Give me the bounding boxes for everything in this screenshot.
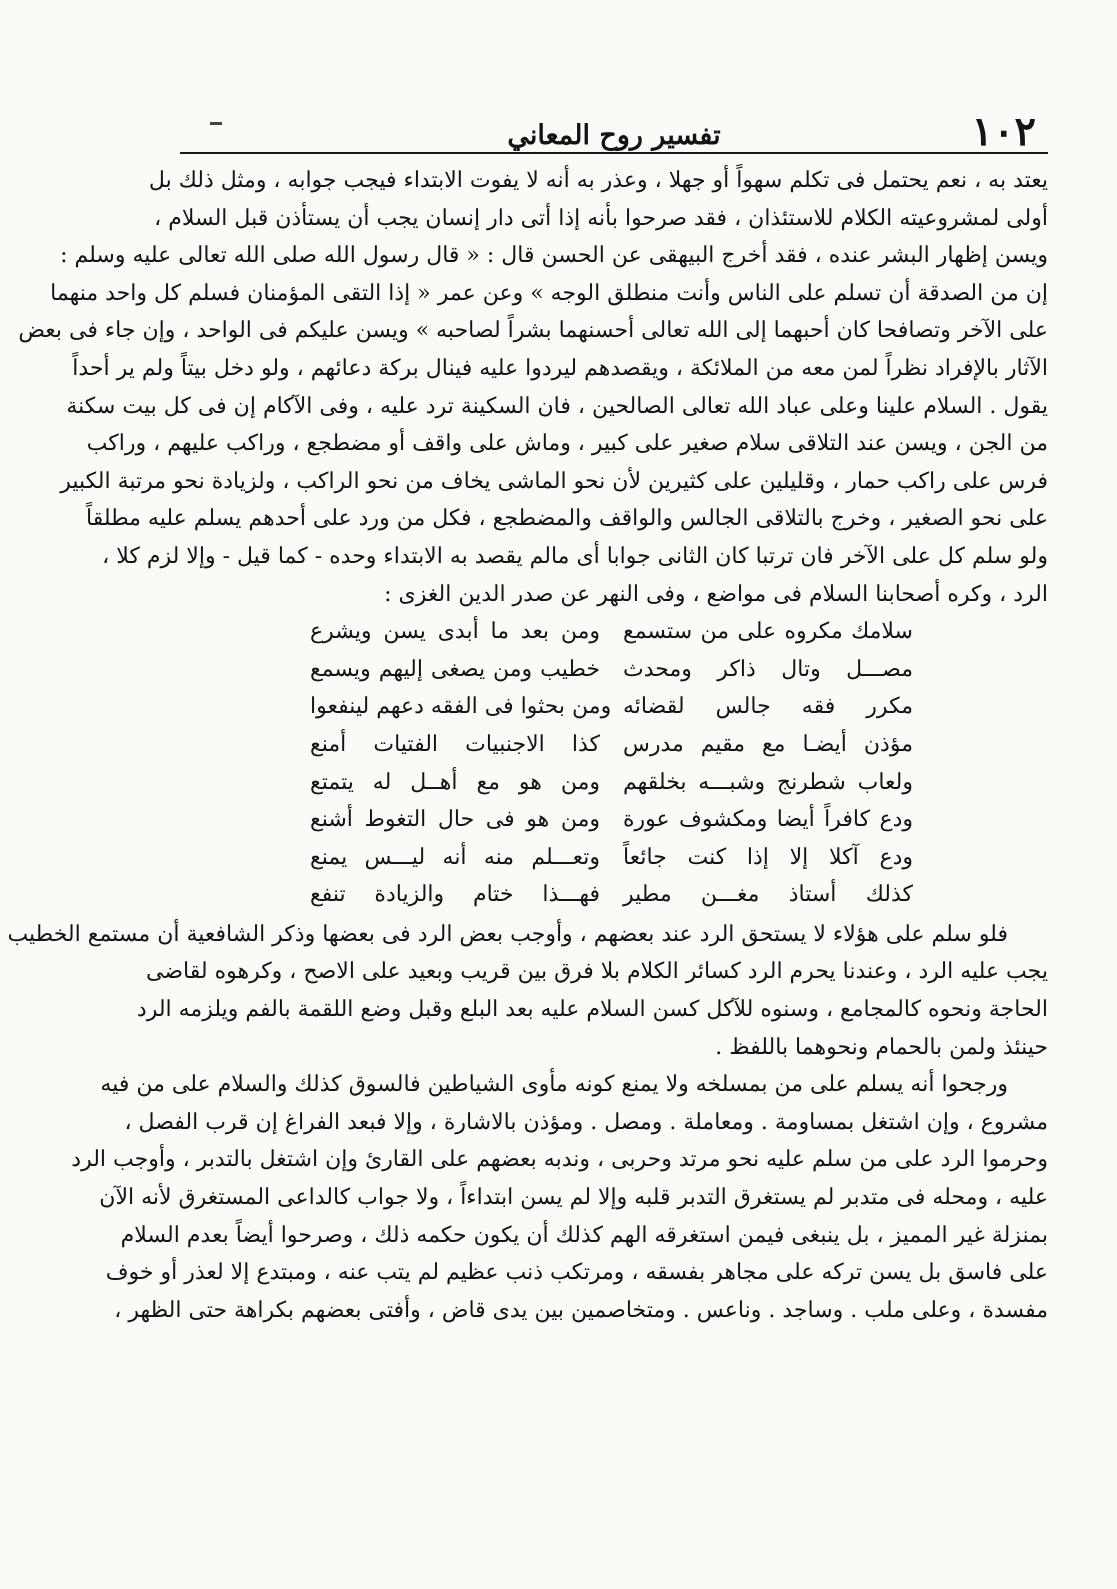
text-line: ورجحوا أنه يسلم على من بمسلخه ولا يمنع كونه مأوى الشياطين فالسوق كذلك والسلام على من فيه xyxy=(100,1072,1008,1098)
text-line: ولو سلم كل على الآخر فان ترتبا كان الثانى جوابا أى مالم يقصد به الابتداء وحده - كما قيل - وإلا لزم كلا ، xyxy=(102,543,1048,569)
paragraph-1 xyxy=(18,162,1048,613)
verse-first-half: مكرر فقه جالس لقضائه xyxy=(623,694,913,720)
text-line: من الجن ، ويسن عند التلاقى سلام صغير على كبير ، وماش على واقف أو مضطجع ، وراكب عليهم ، وراكب xyxy=(86,431,1048,457)
poem-verse xyxy=(310,801,913,839)
verse-first-half: سلامك مكروه على من ستسمع xyxy=(623,619,913,645)
verse-first-half: ودع آكلا إلا إذا كنت جائعاً xyxy=(623,844,913,870)
poem-verse xyxy=(310,651,913,689)
text-line: فلو سلم على هؤلاء لا يستحق الرد عند بعضهم ، وأوجب بعض الرد فى بعضها وذكر الشافعية أن مستمع الخطيب xyxy=(7,921,1008,947)
page-number: ١٠٢ xyxy=(971,108,1036,155)
poem-verse xyxy=(310,613,913,651)
poem-verse xyxy=(310,688,913,726)
poem xyxy=(310,613,913,914)
text-line: على نحو الصغير ، وخرج بالتلاقى الجالس والواقف والمضطجع ، فكل من ورد على أحدهم يسلم عليه مطلقاً xyxy=(85,506,1048,532)
text-line: وحرموا الرد على من سلم عليه نحو مرتد وحربى ، وندبه بعضهم على القارئ وإن اشتغل بالتدبر ، وأوجب الرد xyxy=(71,1147,1048,1173)
text-line: يعتد به ، نعم يحتمل فى تكلم سهواً أو جهلا ، وعذر به أنه لا يفوت الابتداء فيجب جوابه ، ومثل ذلك بل xyxy=(148,168,1048,193)
verse-first-half: ودع كافراً أيضا ومكشوف عورة xyxy=(623,807,913,833)
text-line: أولى لمشروعيته الكلام للاستئذان ، فقد صرحوا بأنه إذا أتى دار إنسان يجب أن يستأذن قبل السلام ، xyxy=(154,205,1048,231)
verse-second-half: ومن هو فى حال التغوط أشنع xyxy=(310,807,600,833)
poem-verse xyxy=(310,839,913,877)
verse-second-half: ومن بعد ما أبدى يسن ويشرع xyxy=(310,619,600,645)
text-line: على فاسق بل يسن تركه على مجاهر بفسقه ، ومرتكب ذنب عظيم لم يتب عنه ، ومبتدع إلا لعذر أو خوف xyxy=(105,1260,1048,1286)
header-rule xyxy=(180,152,1048,154)
text-line: عليه ، ومحله فى متدبر لم يستغرق التدبر قلبه وإلا لم يسن ابتداءاً ، ولا جواب كالداعى المستغرق لأنه الآن xyxy=(99,1185,1048,1211)
paragraph-2 xyxy=(7,916,1048,1066)
verse-second-half: كذا الاجنبيات الفتيات أمنع xyxy=(310,731,600,757)
text-line: ويسن إظهار البشر عنده ، فقد أخرج البيهقى عن الحسن قال : « قال رسول الله صلى الله تعالى عليه وسلم : xyxy=(60,243,1048,269)
text-line: إن من الصدقة أن تسلم على الناس وأنت منطلق الوجه » وعن عمر « إذا التقى المؤمنان فسلم كل واحد منهما xyxy=(50,280,1048,306)
text-line: الحاجة ونحوه كالمجامع ، وسنوه للآكل كسن السلام عليه بعد البلع وقبل وضع اللقمة بالفم ويلزمه الرد xyxy=(136,997,1048,1023)
running-title: تفسير روح المعاني xyxy=(507,120,721,151)
verse-first-half: كذلك أستاذ مغـــن مطير xyxy=(623,882,913,908)
verse-first-half: مؤذن أيضـا مع مقيم مدرس xyxy=(623,731,913,757)
verse-second-half: وتعـــلم منه أنه ليـــس يمنع xyxy=(310,844,600,870)
text-line: حينئذ ولمن بالحمام ونحوهما باللفظ . xyxy=(715,1034,1048,1060)
text-line: يجب عليه الرد ، وعندنا يحرم الرد كسائر الكلام بلا فرق بين قريب وبعيد على الاصح ، وكرهوه لقاضى xyxy=(146,959,1048,985)
verse-second-half: ومن هو مع أهــل له يتمتع xyxy=(310,769,600,795)
text-line: الآثار بالإفراد نظراً لمن معه من الملائكة ، ويقصدهم ليردوا عليه فينال بركة دعائهم ، ولو دخل بيتاً ولم ير أحداً xyxy=(72,355,1048,381)
text-line: الرد ، وكره أصحابنا السلام فى مواضع ، وفى النهر عن صدر الدين الغزى : xyxy=(384,581,1048,607)
verse-first-half: مصـــل وتال ذاكر ومحدث xyxy=(623,656,913,682)
poem-verse xyxy=(310,726,913,764)
verse-first-half: ولعاب شطرنج وشبـــه بخلقهم xyxy=(623,769,913,795)
poem-verse xyxy=(310,876,913,914)
text-line: على الآخر وتصافحا كان أحبهما إلى الله تعالى أحسنهما بشراً لصاحبه » ويسن عليكم فى الواحد ، وإن جاء فى بعض xyxy=(18,318,1048,344)
paragraph-3 xyxy=(71,1066,1048,1329)
text-line: يقول . السلام علينا وعلى عباد الله تعالى الصالحين ، فان السكينة ترد عليه ، وفى الآكام إن فى كل بيت سكنة xyxy=(66,393,1048,419)
text-line: مفسدة ، وعلى ملب . وساجد . وناعس . ومتخاصمين بين يدى قاض ، وأفتى بعضهم بكراهة حتى الظهر ، xyxy=(114,1297,1048,1323)
text-line: مشروع ، وإن اشتغل بمساومة . ومعاملة . ومصل . ومؤذن بالاشارة ، وإلا فبعد الفراغ إن قرب الفصل ، xyxy=(124,1109,1048,1135)
poem-verse xyxy=(310,764,913,802)
main-text xyxy=(7,162,1048,1329)
verse-second-half: خطيب ومن يصغى إليهم ويسمع xyxy=(310,656,600,682)
text-line: بمنزلة غير المميز ، بل ينبغى فيمن استغرقه الهم كذلك أن يكون حكمه ذلك ، وصرحوا أيضاً بعدم السلام xyxy=(120,1222,1048,1248)
text-line: فرس على راكب حمار ، وقليلين على كثيرين لأن نحو الماشى يخاف من نحو الراكب ، ولزيادة نحو مرتبة الكبير xyxy=(60,468,1048,494)
verse-second-half: ومن بحثوا فى الفقه دعهم لينفعوا xyxy=(310,694,612,720)
verse-second-half: فهـــذا ختام والزيادة تنفع xyxy=(310,882,600,908)
page-header xyxy=(180,108,1048,158)
